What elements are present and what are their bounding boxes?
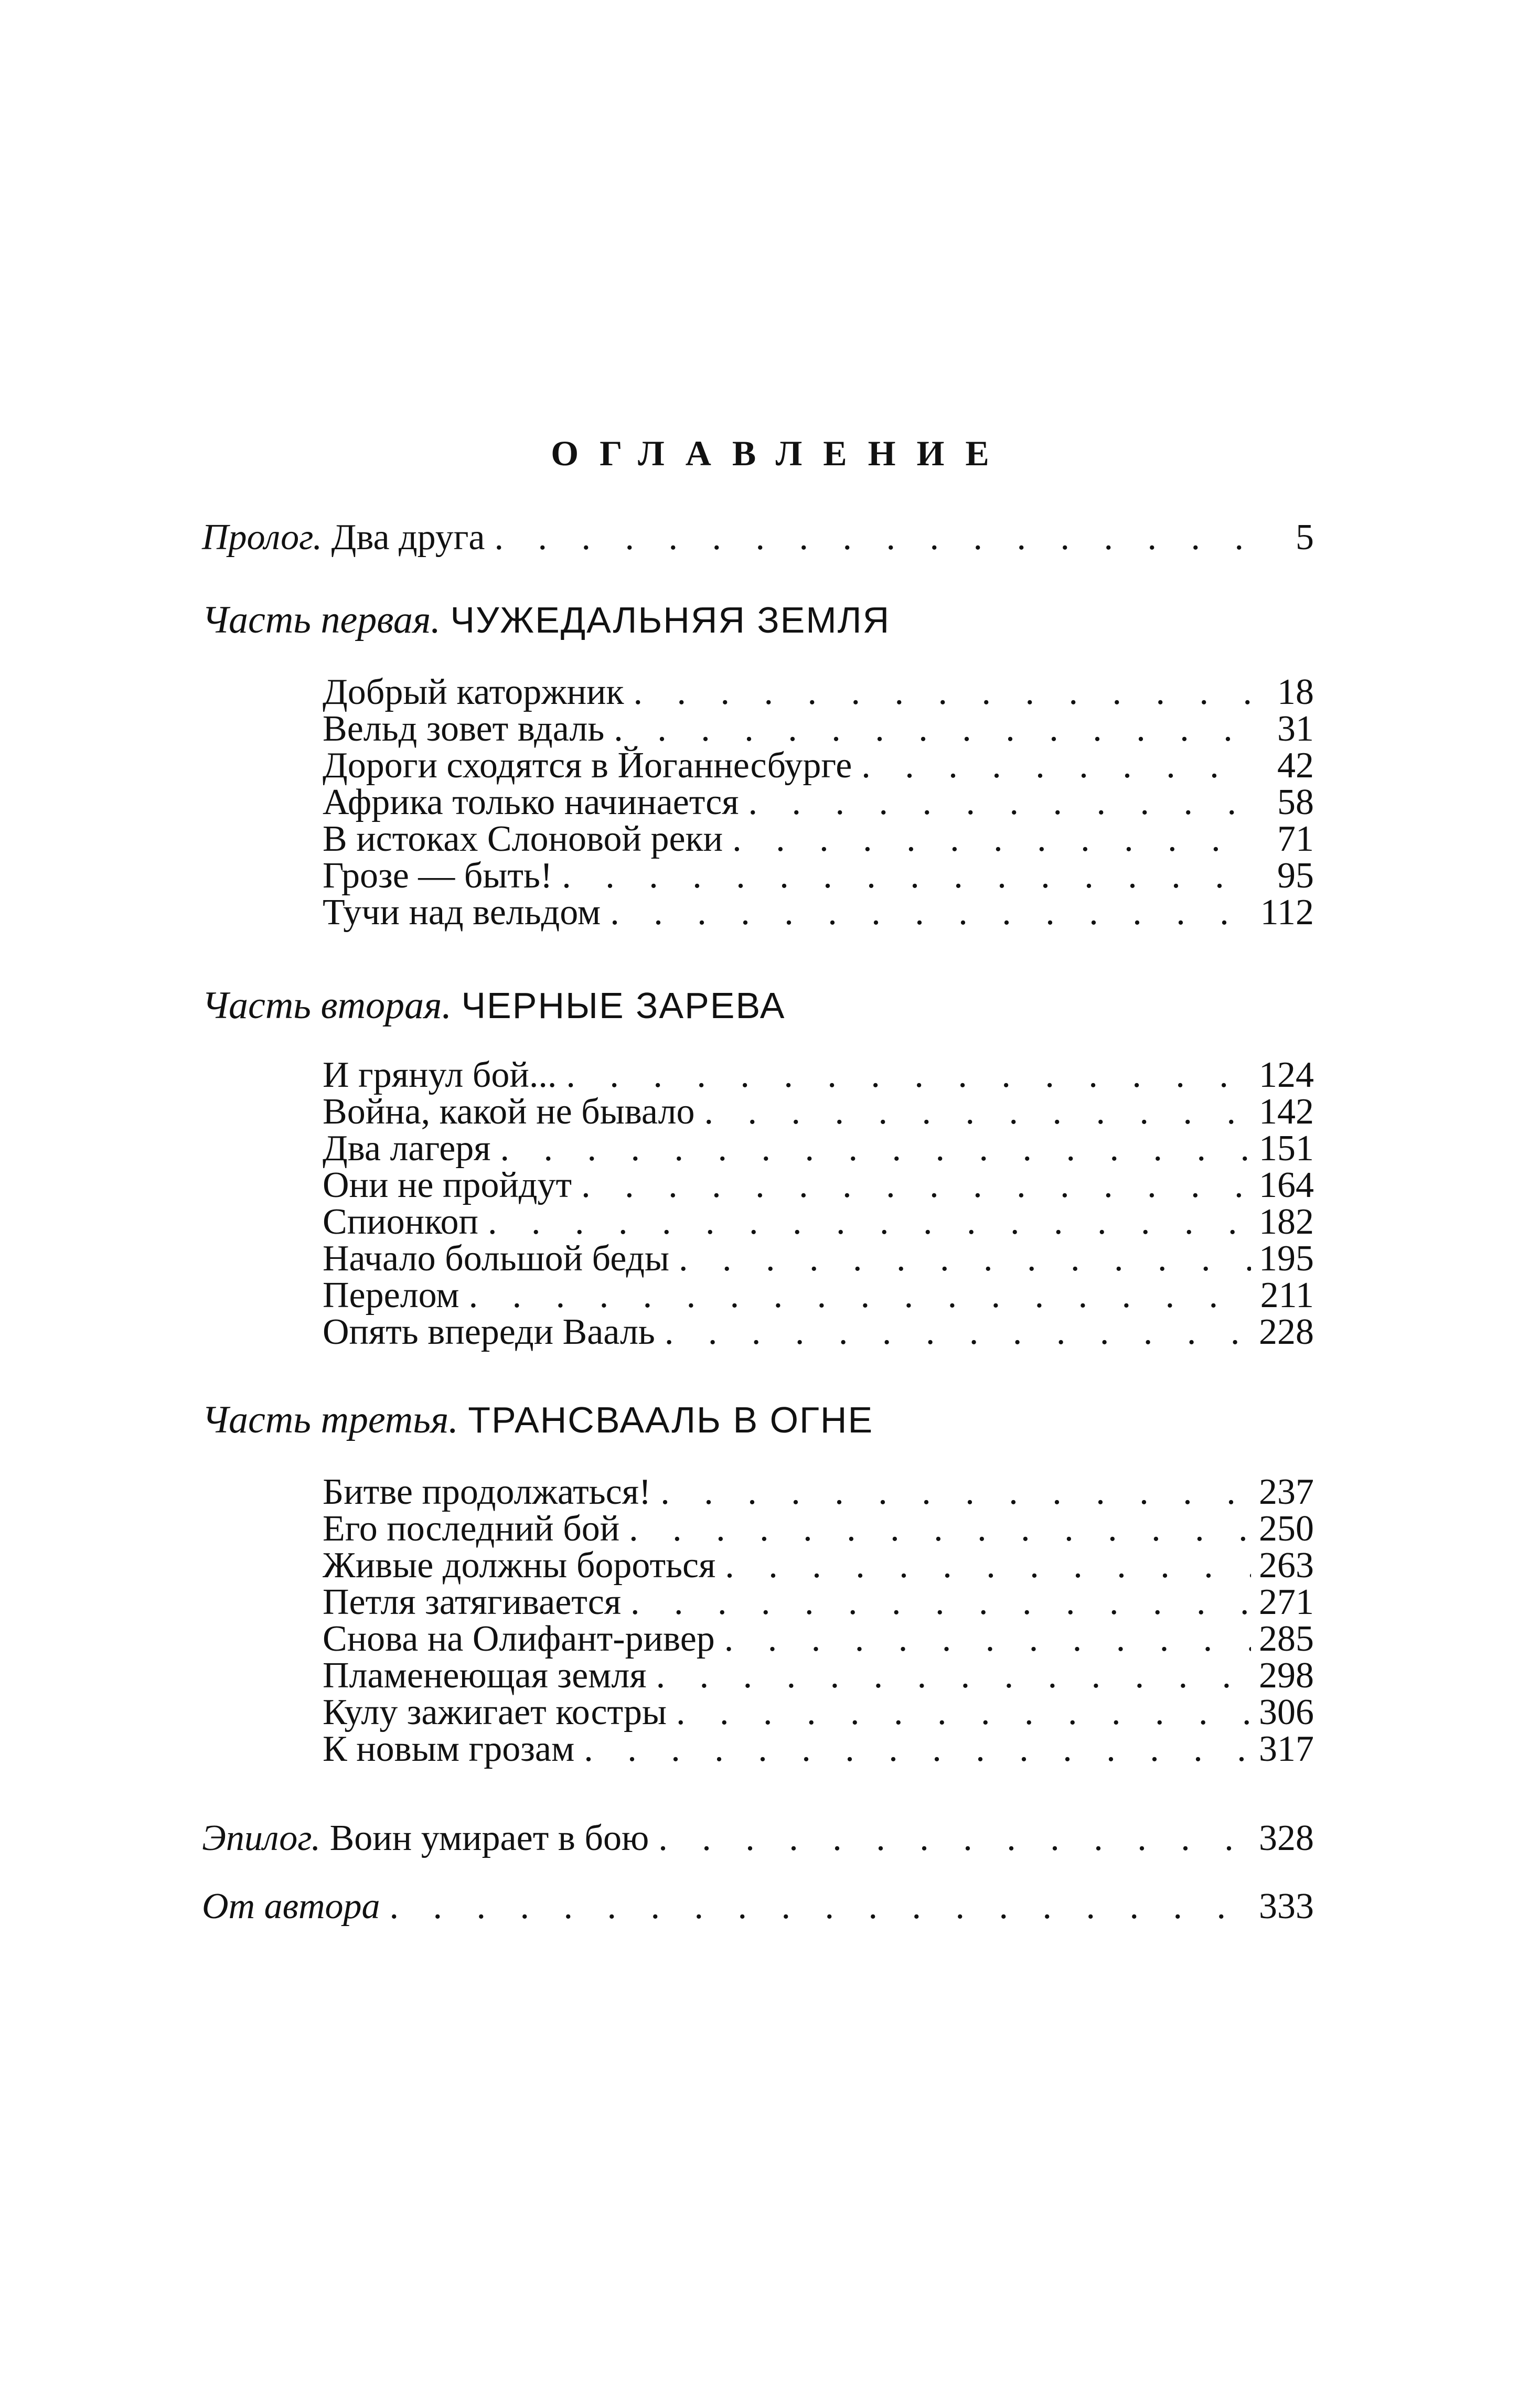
page-number: 271 [1259, 1582, 1314, 1622]
dot-leader [655, 1311, 1251, 1353]
dot-leader [491, 1128, 1251, 1170]
part-heading-2 [202, 983, 1314, 1031]
toc-entry[interactable] [323, 1581, 1314, 1623]
page-number: 142 [1259, 1092, 1314, 1132]
chapter-title: Его последний бой [323, 1509, 620, 1549]
toc-title: ОГЛАВЛЕНИЕ [551, 433, 1010, 473]
dot-leader [715, 1545, 1251, 1587]
page-number: 95 [1277, 855, 1314, 896]
toc-entry[interactable] [323, 1054, 1314, 1096]
chapter-title: Африка только начинается [323, 782, 739, 822]
page-number: 317 [1259, 1729, 1314, 1769]
toc-entry[interactable] [323, 745, 1314, 787]
part-name: ТРАНСВААЛЬ В ОГНЕ [468, 1399, 874, 1440]
dot-leader [649, 1817, 1251, 1859]
part-label-italic: Часть первая. [202, 598, 441, 641]
part-heading-1 [202, 598, 1314, 645]
chapter-title: Два лагеря [323, 1128, 491, 1169]
page-number: 124 [1259, 1055, 1314, 1095]
dot-leader [852, 745, 1251, 787]
epilogue-label-italic: Эпилог. [202, 1818, 321, 1858]
toc-entry-author-note[interactable] [202, 1886, 1314, 1928]
dot-leader [572, 1164, 1251, 1206]
chapter-title: Пламенеющая земля [323, 1655, 647, 1696]
dot-leader [647, 1655, 1251, 1697]
toc-entry[interactable] [323, 1275, 1314, 1317]
toc-entry[interactable] [323, 1545, 1314, 1587]
page-number: 5 [1296, 517, 1314, 558]
part-name: ЧУЖЕДАЛЬНЯЯ ЗЕМЛЯ [450, 600, 891, 640]
dot-leader [380, 1886, 1251, 1928]
toc-entry[interactable] [323, 1311, 1314, 1353]
page-number: 112 [1260, 892, 1314, 933]
chapter-title: Опять впереди Вааль [323, 1312, 655, 1352]
page-number: 333 [1259, 1886, 1314, 1927]
toc-entry[interactable] [323, 1728, 1314, 1770]
page-number: 237 [1259, 1472, 1314, 1512]
dot-leader [485, 517, 1252, 559]
toc-entry[interactable] [323, 1471, 1314, 1513]
dot-leader [619, 1508, 1251, 1550]
chapter-title: К новым грозам [323, 1729, 575, 1769]
page-number: 42 [1277, 745, 1314, 786]
chapter-title: Спионкоп [323, 1202, 478, 1242]
part-heading-3 [202, 1398, 1314, 1445]
toc-entry[interactable] [323, 1091, 1314, 1133]
page-number: 250 [1259, 1509, 1314, 1549]
chapter-title: Снова на Олифант-ривер [323, 1619, 715, 1659]
toc-entry[interactable] [323, 782, 1314, 823]
toc-entry[interactable] [323, 1128, 1314, 1170]
chapter-title: Грозе — быть! [323, 855, 553, 896]
chapter-title: Тучи над вельдом [323, 892, 601, 933]
page-number: 71 [1277, 819, 1314, 859]
toc-entry-epilogue[interactable] [202, 1817, 1314, 1859]
dot-leader [669, 1238, 1251, 1280]
part-name: ЧЕРНЫЕ ЗАРЕВА [461, 985, 786, 1026]
toc-entry[interactable] [323, 708, 1314, 750]
dot-leader [739, 782, 1251, 823]
page-number: 58 [1277, 782, 1314, 822]
chapter-title: Война, какой не бывало [323, 1092, 695, 1132]
page-number: 31 [1277, 709, 1314, 749]
page-number: 228 [1259, 1312, 1314, 1352]
dot-leader [604, 708, 1251, 750]
dot-leader [651, 1471, 1251, 1513]
chapter-title: Петля затягивается [323, 1582, 622, 1622]
toc-entry[interactable] [323, 818, 1314, 860]
toc-entry[interactable] [323, 1692, 1314, 1734]
chapter-title: Битве продолжаться! [323, 1472, 651, 1512]
page-number: 164 [1259, 1165, 1314, 1205]
toc-entry[interactable] [323, 1201, 1314, 1243]
chapter-title: Они не пройдут [323, 1165, 572, 1205]
page-number: 18 [1277, 672, 1314, 712]
entry-label [202, 1817, 649, 1859]
chapter-title: Дороги сходятся в Йоганнесбурге [323, 745, 852, 786]
dot-leader [621, 1581, 1251, 1623]
toc-entry[interactable] [323, 671, 1314, 713]
author-note-label: От автора [202, 1886, 380, 1927]
chapter-title: Добрый каторжник [323, 672, 624, 712]
part-label-italic: Часть вторая. [202, 984, 452, 1027]
entry-label [202, 517, 485, 559]
dot-leader [624, 671, 1251, 713]
page-number: 211 [1260, 1275, 1314, 1316]
dot-leader [557, 1054, 1251, 1096]
chapter-title: Кулу зажигает костры [323, 1692, 667, 1732]
page-number: 285 [1259, 1619, 1314, 1659]
page-number: 195 [1259, 1238, 1314, 1279]
chapter-title: Начало большой беды [323, 1238, 670, 1279]
chapter-title: Живые должны бороться [323, 1545, 716, 1586]
dot-leader [601, 892, 1251, 934]
dot-leader [723, 818, 1251, 860]
epilogue-title: Воин умирает в бою [329, 1818, 649, 1858]
chapter-title: Перелом [323, 1275, 459, 1316]
toc-entry[interactable] [323, 1164, 1314, 1206]
dot-leader [459, 1275, 1251, 1317]
toc-entry[interactable] [323, 1618, 1314, 1660]
toc-entry[interactable] [323, 892, 1314, 934]
dot-leader [667, 1692, 1251, 1734]
page-number: 298 [1259, 1655, 1314, 1696]
toc-entry[interactable] [323, 1238, 1314, 1280]
dot-leader [695, 1091, 1251, 1133]
part-label-italic: Часть третья. [202, 1398, 458, 1441]
toc-entry[interactable] [323, 1655, 1314, 1697]
page-number: 263 [1259, 1545, 1314, 1586]
dot-leader [715, 1618, 1251, 1660]
page-number: 328 [1259, 1818, 1314, 1858]
toc-entry[interactable] [323, 855, 1314, 897]
toc-entry-prologue[interactable] [202, 517, 1314, 559]
dot-leader [478, 1201, 1251, 1243]
toc-entry[interactable] [323, 1508, 1314, 1550]
dot-leader [574, 1728, 1251, 1770]
chapter-title: И грянул бой... [323, 1055, 557, 1095]
chapter-title: В истоках Слоновой реки [323, 819, 723, 859]
page-number: 182 [1259, 1202, 1314, 1242]
dot-leader [552, 855, 1251, 897]
chapter-title: Вельд зовет вдаль [323, 709, 605, 749]
page-number: 306 [1259, 1692, 1314, 1732]
prologue-title: Два друга [331, 517, 485, 558]
page-number: 151 [1259, 1128, 1314, 1169]
prologue-label-italic: Пролог. [202, 517, 323, 558]
